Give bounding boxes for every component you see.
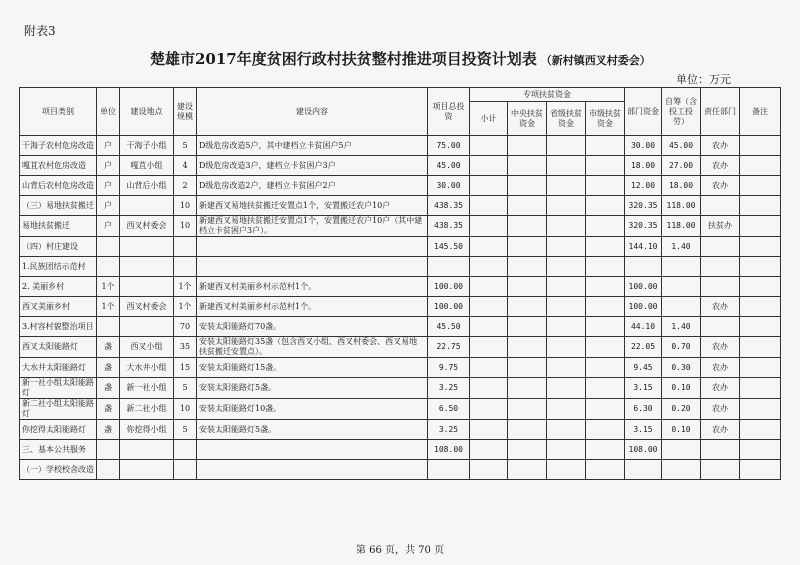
cell-self: 18.00 xyxy=(662,176,701,196)
cell-location: 山背后小组 xyxy=(120,176,174,196)
cell-unit: 盏 xyxy=(97,337,120,358)
cell-unit xyxy=(97,257,120,277)
cell-self: 1.40 xyxy=(662,317,701,337)
cell-subtotal xyxy=(470,440,508,460)
header-fund-group: 专项扶贫资金 xyxy=(470,88,625,102)
header-subtotal: 小计 xyxy=(470,102,508,136)
cell-category: 嘎苴农村危房改造 xyxy=(20,156,97,176)
cell-unit xyxy=(97,317,120,337)
cell-central xyxy=(508,196,547,216)
cell-remark xyxy=(740,156,781,176)
cell-location xyxy=(120,440,174,460)
cell-resp: 农办 xyxy=(701,297,740,317)
cell-central xyxy=(508,257,547,277)
cell-content: 新建西叉村美丽乡村示范村1个。 xyxy=(197,297,428,317)
cell-unit: 户 xyxy=(97,196,120,216)
cell-dept: 320.35 xyxy=(625,196,662,216)
cell-scale xyxy=(174,440,197,460)
cell-remark xyxy=(740,317,781,337)
header-province: 省级扶贫资金 xyxy=(547,102,586,136)
cell-self: 118.00 xyxy=(662,216,701,237)
cell-location: 西叉村委会 xyxy=(120,216,174,237)
cell-remark xyxy=(740,196,781,216)
table-row xyxy=(20,277,781,297)
cell-category: 2. 美丽乡村 xyxy=(20,277,97,297)
cell-scale: 70 xyxy=(174,317,197,337)
unit-label: 单位：万元 xyxy=(676,73,731,86)
cell-dept: 320.35 xyxy=(625,216,662,237)
cell-content xyxy=(197,257,428,277)
cell-dept: 3.15 xyxy=(625,378,662,399)
cell-self: 0.10 xyxy=(662,378,701,399)
cell-subtotal xyxy=(470,237,508,257)
cell-province xyxy=(547,337,586,358)
cell-self xyxy=(662,257,701,277)
cell-dept: 18.00 xyxy=(625,156,662,176)
cell-remark xyxy=(740,358,781,378)
cell-city xyxy=(586,378,625,399)
cell-province xyxy=(547,358,586,378)
cell-location: 大水井小组 xyxy=(120,358,174,378)
cell-city xyxy=(586,216,625,237)
cell-content: 安装太阳能路灯70盏。 xyxy=(197,317,428,337)
cell-location xyxy=(120,317,174,337)
table-row xyxy=(20,216,781,237)
table-row xyxy=(20,420,781,440)
cell-scale: 10 xyxy=(174,216,197,237)
cell-content: 安装太阳能路灯15盏。 xyxy=(197,358,428,378)
title-subtitle: （新村镇西叉村委会） xyxy=(540,54,651,67)
cell-province xyxy=(547,196,586,216)
cell-content: 安装太阳能路灯5盏。 xyxy=(197,420,428,440)
cell-total: 45.00 xyxy=(428,156,470,176)
cell-resp: 农办 xyxy=(701,156,740,176)
cell-unit: 户 xyxy=(97,176,120,196)
table-row xyxy=(20,257,781,277)
cell-scale: 5 xyxy=(174,136,197,156)
cell-central xyxy=(508,440,547,460)
table-row xyxy=(20,440,781,460)
page-footer: 第 66 页，共 70 页 xyxy=(355,545,445,556)
page-title xyxy=(150,48,750,69)
header-content: 建设内容 xyxy=(197,88,428,136)
cell-scale: 1个 xyxy=(174,277,197,297)
table-row xyxy=(20,358,781,378)
cell-dept: 6.30 xyxy=(625,399,662,420)
cell-location xyxy=(120,460,174,480)
cell-city xyxy=(586,257,625,277)
table-row xyxy=(20,460,781,480)
cell-total: 22.75 xyxy=(428,337,470,358)
cell-remark xyxy=(740,399,781,420)
cell-subtotal xyxy=(470,196,508,216)
cell-subtotal xyxy=(470,337,508,358)
cell-total: 3.25 xyxy=(428,420,470,440)
cell-category: （三）易地扶贫搬迁 xyxy=(20,196,97,216)
cell-resp xyxy=(701,257,740,277)
cell-category: 大水井太阳能路灯 xyxy=(20,358,97,378)
cell-location: 西叉村委会 xyxy=(120,297,174,317)
cell-content xyxy=(197,237,428,257)
cell-subtotal xyxy=(470,460,508,480)
cell-central xyxy=(508,156,547,176)
table-row xyxy=(20,337,781,358)
cell-category: 易地扶贫搬迁 xyxy=(20,216,97,237)
cell-dept: 12.00 xyxy=(625,176,662,196)
cell-resp: 农办 xyxy=(701,337,740,358)
cell-resp xyxy=(701,196,740,216)
cell-total: 438.35 xyxy=(428,216,470,237)
cell-unit: 盏 xyxy=(97,399,120,420)
cell-province xyxy=(547,257,586,277)
cell-resp: 农办 xyxy=(701,176,740,196)
cell-location xyxy=(120,257,174,277)
cell-dept: 144.10 xyxy=(625,237,662,257)
cell-total: 100.00 xyxy=(428,277,470,297)
cell-scale: 5 xyxy=(174,378,197,399)
cell-remark xyxy=(740,216,781,237)
cell-subtotal xyxy=(470,297,508,317)
cell-province xyxy=(547,237,586,257)
cell-scale: 15 xyxy=(174,358,197,378)
cell-category: （四）村庄建设 xyxy=(20,237,97,257)
cell-resp: 农办 xyxy=(701,378,740,399)
cell-location: 新二社小组 xyxy=(120,399,174,420)
cell-city xyxy=(586,460,625,480)
cell-remark xyxy=(740,378,781,399)
cell-content: 新建西叉村美丽乡村示范村1个。 xyxy=(197,277,428,297)
investment-table xyxy=(19,87,781,480)
cell-city xyxy=(586,156,625,176)
cell-scale: 10 xyxy=(174,399,197,420)
cell-category: 山背后农村危房改造 xyxy=(20,176,97,196)
cell-total: 438.35 xyxy=(428,196,470,216)
cell-location: 嘎苴小组 xyxy=(120,156,174,176)
cell-province xyxy=(547,420,586,440)
table-row xyxy=(20,378,781,399)
cell-self xyxy=(662,460,701,480)
cell-category: 西叉美丽乡村 xyxy=(20,297,97,317)
cell-total: 75.00 xyxy=(428,136,470,156)
cell-total: 9.75 xyxy=(428,358,470,378)
cell-self: 0.30 xyxy=(662,358,701,378)
cell-subtotal xyxy=(470,378,508,399)
cell-resp: 农办 xyxy=(701,420,740,440)
table-row xyxy=(20,176,781,196)
table-row xyxy=(20,399,781,420)
cell-scale: 4 xyxy=(174,156,197,176)
cell-central xyxy=(508,420,547,440)
cell-subtotal xyxy=(470,277,508,297)
cell-content xyxy=(197,440,428,460)
title-main: 楚雄市2017年度贫困行政村扶贫整村推进项目投资计划表 xyxy=(150,50,537,68)
cell-location: 你挖得小组 xyxy=(120,420,174,440)
cell-subtotal xyxy=(470,399,508,420)
cell-city xyxy=(586,399,625,420)
table-body xyxy=(20,136,781,480)
cell-remark xyxy=(740,237,781,257)
cell-remark xyxy=(740,176,781,196)
cell-unit: 盏 xyxy=(97,420,120,440)
cell-location: 新一社小组 xyxy=(120,378,174,399)
cell-location: 干海子小组 xyxy=(120,136,174,156)
cell-central xyxy=(508,378,547,399)
cell-central xyxy=(508,317,547,337)
cell-remark xyxy=(740,257,781,277)
cell-content: 安装太阳能路灯5盏。 xyxy=(197,378,428,399)
cell-remark xyxy=(740,136,781,156)
cell-unit: 户 xyxy=(97,216,120,237)
cell-subtotal xyxy=(470,176,508,196)
cell-city xyxy=(586,358,625,378)
header-remark: 备注 xyxy=(740,88,781,136)
table-row xyxy=(20,297,781,317)
cell-unit: 1个 xyxy=(97,297,120,317)
cell-dept xyxy=(625,257,662,277)
cell-central xyxy=(508,216,547,237)
cell-resp xyxy=(701,237,740,257)
cell-subtotal xyxy=(470,317,508,337)
cell-subtotal xyxy=(470,136,508,156)
cell-province xyxy=(547,317,586,337)
cell-self: 0.20 xyxy=(662,399,701,420)
cell-subtotal xyxy=(470,420,508,440)
cell-total: 30.00 xyxy=(428,176,470,196)
cell-location xyxy=(120,237,174,257)
cell-content: 安装太阳能路灯10盏。 xyxy=(197,399,428,420)
cell-category: 西叉太阳能路灯 xyxy=(20,337,97,358)
cell-dept xyxy=(625,460,662,480)
cell-province xyxy=(547,216,586,237)
table-row xyxy=(20,136,781,156)
cell-central xyxy=(508,237,547,257)
cell-dept: 44.10 xyxy=(625,317,662,337)
cell-unit: 盏 xyxy=(97,378,120,399)
cell-dept: 9.45 xyxy=(625,358,662,378)
cell-remark xyxy=(740,460,781,480)
cell-city xyxy=(586,337,625,358)
cell-scale: 5 xyxy=(174,420,197,440)
header-central: 中央扶贫资金 xyxy=(508,102,547,136)
cell-scale: 35 xyxy=(174,337,197,358)
cell-unit xyxy=(97,237,120,257)
cell-resp: 扶贫办 xyxy=(701,216,740,237)
cell-category: 三、基本公共服务 xyxy=(20,440,97,460)
cell-central xyxy=(508,136,547,156)
cell-self xyxy=(662,440,701,460)
cell-total: 45.50 xyxy=(428,317,470,337)
cell-subtotal xyxy=(470,358,508,378)
cell-city xyxy=(586,277,625,297)
header-total: 项目总投资 xyxy=(428,88,470,136)
cell-total: 6.50 xyxy=(428,399,470,420)
cell-remark xyxy=(740,337,781,358)
cell-total xyxy=(428,257,470,277)
table-row xyxy=(20,237,781,257)
cell-category: 新一社小组太阳能路灯 xyxy=(20,378,97,399)
cell-total xyxy=(428,460,470,480)
cell-self: 45.00 xyxy=(662,136,701,156)
cell-total: 100.00 xyxy=(428,297,470,317)
cell-content: D级危房改造2户，建档立卡贫困户2户 xyxy=(197,176,428,196)
cell-category: 干海子农村危房改造 xyxy=(20,136,97,156)
appendix-label: 附表3 xyxy=(24,24,56,38)
cell-province xyxy=(547,156,586,176)
cell-city xyxy=(586,420,625,440)
cell-category: （一）学校校舍改造 xyxy=(20,460,97,480)
cell-dept: 100.00 xyxy=(625,277,662,297)
header-category: 项目类别 xyxy=(20,88,97,136)
cell-central xyxy=(508,399,547,420)
cell-category: 3.村容村貌整治项目 xyxy=(20,317,97,337)
cell-dept: 22.05 xyxy=(625,337,662,358)
table-row xyxy=(20,196,781,216)
cell-city xyxy=(586,196,625,216)
cell-central xyxy=(508,358,547,378)
cell-unit: 1个 xyxy=(97,277,120,297)
header-location: 建设地点 xyxy=(120,88,174,136)
cell-scale xyxy=(174,257,197,277)
cell-province xyxy=(547,277,586,297)
cell-city xyxy=(586,440,625,460)
cell-scale: 1个 xyxy=(174,297,197,317)
cell-total: 145.50 xyxy=(428,237,470,257)
cell-content: D级危房改造5户，其中建档立卡贫困户5户 xyxy=(197,136,428,156)
cell-province xyxy=(547,399,586,420)
header-unit: 单位 xyxy=(97,88,120,136)
cell-central xyxy=(508,176,547,196)
cell-self: 1.40 xyxy=(662,237,701,257)
cell-unit xyxy=(97,440,120,460)
header-dept: 部门资金 xyxy=(625,88,662,136)
cell-content xyxy=(197,460,428,480)
cell-subtotal xyxy=(470,156,508,176)
cell-resp: 农办 xyxy=(701,136,740,156)
cell-unit: 户 xyxy=(97,156,120,176)
cell-location: 西叉小组 xyxy=(120,337,174,358)
cell-unit xyxy=(97,460,120,480)
cell-self: 118.00 xyxy=(662,196,701,216)
cell-resp xyxy=(701,460,740,480)
cell-central xyxy=(508,277,547,297)
cell-province xyxy=(547,136,586,156)
cell-category: 你挖得太阳能路灯 xyxy=(20,420,97,440)
cell-unit: 户 xyxy=(97,136,120,156)
header-scale: 建设规模 xyxy=(174,88,197,136)
cell-resp: 农办 xyxy=(701,399,740,420)
cell-location xyxy=(120,196,174,216)
cell-category: 1.民族团结示范村 xyxy=(20,257,97,277)
cell-scale: 2 xyxy=(174,176,197,196)
table-row xyxy=(20,156,781,176)
cell-scale xyxy=(174,460,197,480)
cell-self xyxy=(662,277,701,297)
cell-central xyxy=(508,297,547,317)
cell-dept: 30.00 xyxy=(625,136,662,156)
table-row xyxy=(20,317,781,337)
cell-resp xyxy=(701,277,740,297)
cell-dept: 3.15 xyxy=(625,420,662,440)
cell-total: 3.25 xyxy=(428,378,470,399)
cell-content: 新建西叉易地扶贫搬迁安置点1个，安置搬迁农户10户 xyxy=(197,196,428,216)
cell-remark xyxy=(740,297,781,317)
cell-content: 安装太阳能路灯35盏（包含西叉小组、西叉村委会、西叉易地扶贫搬迁安置点）。 xyxy=(197,337,428,358)
cell-central xyxy=(508,460,547,480)
cell-resp: 农办 xyxy=(701,358,740,378)
cell-total: 108.00 xyxy=(428,440,470,460)
cell-city xyxy=(586,297,625,317)
cell-resp xyxy=(701,440,740,460)
cell-remark xyxy=(740,420,781,440)
cell-scale: 10 xyxy=(174,196,197,216)
cell-city xyxy=(586,317,625,337)
cell-city xyxy=(586,176,625,196)
cell-self: 0.10 xyxy=(662,420,701,440)
cell-province xyxy=(547,378,586,399)
cell-remark xyxy=(740,277,781,297)
cell-content: D级危房改造3户，建档立卡贫困户3户 xyxy=(197,156,428,176)
cell-dept: 100.00 xyxy=(625,297,662,317)
cell-subtotal xyxy=(470,216,508,237)
cell-province xyxy=(547,440,586,460)
cell-self: 27.00 xyxy=(662,156,701,176)
cell-province xyxy=(547,297,586,317)
cell-city xyxy=(586,237,625,257)
header-city: 市级扶贫资金 xyxy=(586,102,625,136)
cell-province xyxy=(547,176,586,196)
header-resp: 责任部门 xyxy=(701,88,740,136)
cell-city xyxy=(586,136,625,156)
cell-self xyxy=(662,297,701,317)
cell-content: 新建西叉易地扶贫搬迁安置点1个，安置搬迁农户10户（其中建档立卡贫困户3户）。 xyxy=(197,216,428,237)
cell-resp xyxy=(701,317,740,337)
header-self: 自筹（含投工投劳） xyxy=(662,88,701,136)
cell-dept: 108.00 xyxy=(625,440,662,460)
cell-unit: 盏 xyxy=(97,358,120,378)
cell-scale xyxy=(174,237,197,257)
cell-location xyxy=(120,277,174,297)
cell-category: 新二社小组太阳能路灯 xyxy=(20,399,97,420)
cell-province xyxy=(547,460,586,480)
cell-remark xyxy=(740,440,781,460)
cell-subtotal xyxy=(470,257,508,277)
cell-central xyxy=(508,337,547,358)
cell-self: 0.70 xyxy=(662,337,701,358)
